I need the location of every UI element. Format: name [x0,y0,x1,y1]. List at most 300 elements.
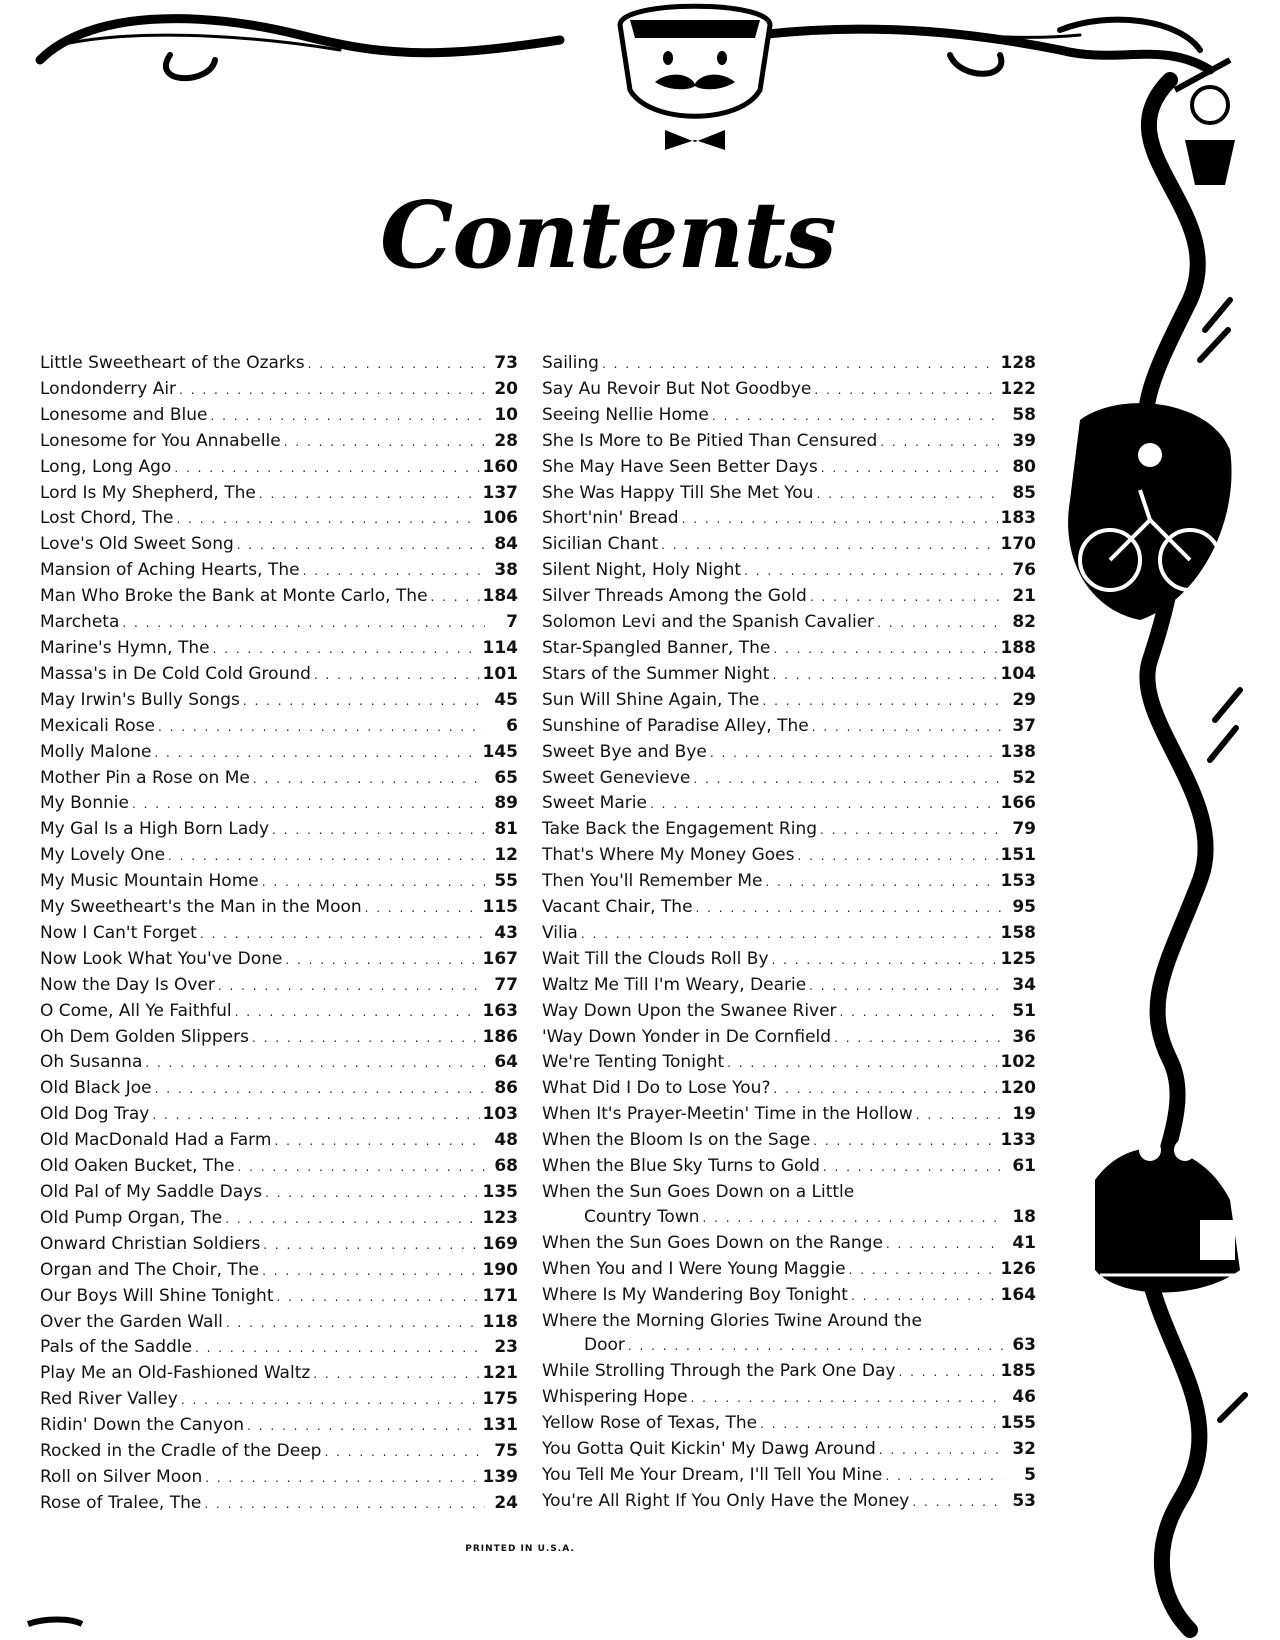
dot-leader [237,533,485,558]
entry-title: Now Look What You've Done [40,948,283,969]
dot-leader [303,559,485,584]
entry-page-number: 175 [482,1389,518,1410]
dot-leader [877,611,1003,636]
dot-leader [154,741,479,766]
dot-leader [218,974,485,999]
entry-page-number: 80 [1012,456,1036,477]
dot-leader [243,689,485,714]
dot-leader [885,1464,1003,1489]
contents-entry [542,869,1036,895]
entry-title: She Was Happy Till She Met You [542,482,814,503]
dot-leader [849,1258,998,1283]
contents-entry [542,610,1036,636]
contents-entry [542,1231,1036,1257]
dot-leader [809,974,1003,999]
dot-leader [200,922,485,947]
contents-entry [40,1335,518,1361]
entry-title: Now the Day Is Over [40,974,215,995]
entry-page-number: 12 [494,845,518,866]
contents-entry [542,429,1036,455]
dot-leader [225,1207,479,1232]
entry-page-number: 101 [482,663,518,684]
contents-entry [40,377,518,403]
dot-leader [727,1051,997,1076]
dot-leader [313,1362,479,1387]
dot-leader [682,507,998,532]
dot-leader [365,896,480,921]
dot-leader [834,1026,1003,1051]
entry-title: Old Oaken Bucket, The [40,1156,235,1177]
entry-title: 'Way Down Yonder in De Cornfield [542,1026,832,1047]
dot-leader [174,456,479,481]
entry-page-number: 75 [494,1441,518,1462]
entry-page-number: 89 [494,793,518,814]
entry-title: Sunshine of Paradise Alley, The [542,715,809,736]
contents-entry [40,1491,518,1517]
entry-page-number: 41 [1012,1232,1036,1253]
contents-entry [40,429,518,455]
entry-page-number: 39 [1012,430,1036,451]
entry-title: When the Sun Goes Down on a Little [542,1182,855,1202]
dot-leader [820,818,1003,843]
contents-entry [40,1258,518,1284]
entry-title: Star-Spangled Banner, The [542,637,771,658]
contents-entry [40,584,518,610]
contents-entry [40,817,518,843]
dot-leader [765,870,997,895]
entry-title: Onward Christian Soldiers [40,1233,261,1254]
entry-page-number: 138 [1000,741,1036,762]
entry-title: Play Me an Old-Fashioned Waltz [40,1363,311,1384]
entry-page-number: 81 [494,819,518,840]
contents-entry [542,1154,1036,1180]
entry-title: What Did I Do to Lose You? [542,1078,771,1099]
dot-leader [265,1181,479,1206]
dot-leader [235,1000,480,1025]
entry-title: Londonderry Air [40,378,177,399]
dot-leader [798,844,998,869]
entry-title: Yellow Rose of Texas, The [542,1413,758,1434]
dot-leader [879,1438,1003,1463]
contents-entry [542,532,1036,558]
entry-page-number: 58 [1012,404,1036,425]
contents-entry [542,1411,1036,1437]
contents-entry [40,403,518,429]
entry-title: May Irwin's Bully Songs [40,689,240,710]
contents-entry [542,377,1036,403]
entry-page-number: 133 [1000,1130,1036,1151]
entry-title: When You and I Were Young Maggie [542,1258,846,1279]
entry-title: Sun Will Shine Again, The [542,689,760,710]
contents-entry [542,351,1036,377]
dot-leader [816,482,1003,507]
dot-leader [773,1077,997,1102]
contents-entry [542,947,1036,973]
entry-page-number: 121 [482,1363,518,1384]
contents-entry [40,1465,518,1491]
entry-title: My Bonnie [40,793,129,814]
dot-leader [168,844,485,869]
entry-page-number: 103 [482,1104,518,1125]
entry-title: Solomon Levi and the Spanish Cavalier [542,612,875,633]
entry-title: Our Boys Will Shine Tonight [40,1285,274,1306]
dot-leader [262,870,485,895]
contents-entry [40,999,518,1025]
dot-leader [247,1414,479,1439]
entry-title: Now I Can't Forget [40,922,197,943]
entry-page-number: 190 [482,1259,518,1280]
entry-title: Wait Till the Clouds Roll By [542,948,769,969]
dot-leader [314,663,480,688]
entry-page-number: 164 [1000,1284,1036,1305]
dot-leader [772,948,998,973]
entry-title: Rocked in the Cradle of the Deep [40,1441,322,1462]
dot-leader [703,1206,1003,1231]
entry-title: Old Pal of My Saddle Days [40,1182,263,1202]
entry-page-number: 34 [1012,974,1036,995]
contents-entry [40,895,518,921]
entry-title: Then You'll Remember Me [542,871,763,892]
entry-title: Marine's Hymn, The [40,637,210,658]
entry-title: Love's Old Sweet Song [40,534,234,555]
entry-title: Pals of the Saddle [40,1337,192,1358]
contents-entry [542,481,1036,507]
entry-page-number: 43 [494,922,518,943]
contents-entry [40,1387,518,1413]
entry-page-number: 32 [1012,1439,1036,1460]
printed-in-footer: PRINTED IN U.S.A. [465,1544,575,1554]
entry-page-number: 183 [1000,508,1036,529]
dot-leader [696,896,1003,921]
entry-title: Silent Night, Holy Night [542,560,742,581]
contents-entry [542,1359,1036,1385]
dot-leader [691,1386,1003,1411]
dot-leader [812,715,1003,740]
contents-entry [40,455,518,481]
entry-page-number: 61 [1012,1156,1036,1177]
entry-page-number: 139 [482,1466,518,1487]
entry-page-number: 123 [482,1207,518,1228]
entry-title: Little Sweetheart of the Ozarks [40,353,305,373]
entry-page-number: 155 [1000,1413,1036,1434]
contents-entry [40,532,518,558]
dot-leader [773,637,997,662]
entry-title: My Lovely One [40,845,166,866]
dot-leader [213,637,480,662]
entry-title: Sweet Marie [542,793,647,814]
contents-entry [40,921,518,947]
contents-entry [40,1050,518,1076]
entry-page-number: 46 [1012,1387,1036,1408]
contents-entry [40,1439,518,1465]
contents-entry [542,1128,1036,1154]
entry-title: You Tell Me Your Dream, I'll Tell You Mine [542,1464,883,1485]
dot-leader [179,378,485,403]
mustache-face-icon [620,6,770,150]
contents-entry [542,1205,1036,1231]
contents-entry [40,1232,518,1258]
entry-title: Over the Garden Wall [40,1311,223,1332]
contents-entry [542,791,1036,817]
dot-leader [821,456,1003,481]
entry-page-number: 5 [1024,1464,1036,1485]
contents-entry [542,999,1036,1025]
entry-title: Lost Chord, The [40,508,174,529]
entry-page-number: 118 [482,1311,518,1332]
dot-leader [176,507,479,532]
entry-title: Vacant Chair, The [542,897,693,918]
contents-entry [40,1025,518,1051]
contents-entry [542,506,1036,532]
dot-leader [205,1466,479,1491]
entry-title: My Gal Is a High Born Lady [40,819,270,840]
entry-title: When the Sun Goes Down on the Range [542,1232,883,1253]
entry-page-number: 45 [494,689,518,710]
entry-title: Sweet Genevieve [542,767,691,788]
entry-title: Sailing [542,353,599,373]
dot-leader [814,378,997,403]
dot-leader [155,1077,485,1102]
dot-leader [628,1334,1003,1359]
entry-title: Oh Susanna [40,1052,143,1073]
entry-page-number: 51 [1012,1000,1036,1021]
entry-page-number: 171 [482,1285,518,1306]
entry-page-number: 10 [494,404,518,425]
contents-entry [40,791,518,817]
contents-right-column [542,351,1036,1515]
entry-title: Door [584,1335,625,1356]
dot-leader [650,792,998,817]
contents-entry [542,1025,1036,1051]
entry-page-number: 38 [494,560,518,581]
entry-title: Rose of Tralee, The [40,1492,202,1513]
entry-title: Lonesome for You Annabelle [40,430,281,451]
dot-leader [880,430,1003,455]
contents-entry [542,1180,1036,1205]
contents-entry [542,895,1036,921]
entry-title: Say Au Revoir But Not Goodbye [542,378,812,399]
dot-leader [760,1412,997,1437]
contents-entry [542,1385,1036,1411]
dot-leader [851,1284,998,1309]
dancing-couple-icon [1095,1139,1240,1293]
contents-entry [542,1463,1036,1489]
contents-entry [40,843,518,869]
contents-entry [40,1310,518,1336]
entry-title: My Sweetheart's the Man in the Moon [40,897,362,918]
entry-title: Sweet Bye and Bye [542,741,707,762]
entry-page-number: 23 [494,1337,518,1358]
entry-page-number: 163 [482,1000,518,1021]
dot-leader [132,792,485,817]
dot-leader [710,741,998,766]
contents-entry [40,740,518,766]
entry-page-number: 160 [482,456,518,477]
contents-entry [542,1050,1036,1076]
dot-leader [195,1336,485,1361]
contents-entry [542,1333,1036,1359]
entry-title: Way Down Upon the Swanee River [542,1000,837,1021]
entry-page-number: 29 [1012,689,1036,710]
dot-leader [211,404,486,429]
entry-page-number: 166 [1000,793,1036,814]
entry-page-number: 65 [494,767,518,788]
entry-title: When It's Prayer-Meetin' Time in the Hollow [542,1104,913,1125]
contents-entry [542,1076,1036,1102]
dot-leader [204,1492,485,1517]
entry-page-number: 76 [1012,560,1036,581]
contents-entry [542,766,1036,792]
entry-page-number: 170 [1000,534,1036,555]
dot-leader [693,767,1003,792]
entry-page-number: 153 [1000,871,1036,892]
dot-leader [886,1232,1003,1257]
dot-leader [712,404,1003,429]
entry-page-number: 104 [1000,663,1036,684]
entry-page-number: 188 [1000,637,1036,658]
dot-leader [602,352,998,377]
entry-page-number: 77 [494,974,518,995]
dot-leader [226,1311,480,1336]
contents-entry [542,1437,1036,1463]
dot-leader [152,1103,479,1128]
entry-title: O Come, All Ye Faithful [40,1000,232,1021]
dot-leader [284,430,485,455]
contents-entry [542,1283,1036,1309]
contents-entry [40,766,518,792]
entry-page-number: 126 [1000,1258,1036,1279]
contents-entry [40,662,518,688]
entry-title: Where Is My Wandering Boy Tonight [542,1284,848,1305]
contents-entry [40,610,518,636]
entry-title: Mother Pin a Rose on Me [40,767,250,788]
contents-entry [542,1309,1036,1334]
contents-entry [40,506,518,532]
contents-entry [40,714,518,740]
entry-title: Lord Is My Shepherd, The [40,482,256,503]
entry-title: Old Dog Tray [40,1104,150,1125]
entry-title: Silver Threads Among the Gold [542,586,807,607]
dot-leader [912,1490,1003,1515]
entry-title: Man Who Broke the Bank at Monte Carlo, The [40,586,428,607]
contents-entry [40,1284,518,1310]
entry-title: Roll on Silver Moon [40,1466,203,1487]
entry-title: Where the Morning Glories Twine Around the [542,1310,922,1331]
bicycle-rider-icon [1068,403,1231,620]
dot-leader [324,1440,485,1465]
entry-title: That's Where My Money Goes [542,845,795,866]
contents-entry [40,1180,518,1206]
contents-entry [542,1102,1036,1128]
entry-title: My Music Mountain Home [40,871,259,892]
entry-title: Ridin' Down the Canyon [40,1415,245,1436]
entry-title: When the Bloom Is on the Sage [542,1130,811,1151]
dot-leader [898,1360,997,1385]
entry-title: She Is More to Be Pitied Than Censured [542,430,878,451]
contents-entry [542,1257,1036,1283]
entry-page-number: 114 [482,637,518,658]
entry-title: You're All Right If You Only Have the Money [542,1490,910,1511]
entry-page-number: 122 [1000,378,1036,399]
dot-leader [823,1155,1003,1180]
dot-leader [762,689,1003,714]
entry-page-number: 184 [482,586,518,607]
entry-title: Massa's in De Cold Cold Ground [40,663,311,684]
entry-page-number: 36 [1012,1026,1036,1047]
entry-title: Old MacDonald Had a Farm [40,1130,272,1151]
dot-leader [744,559,1003,584]
entry-page-number: 21 [1012,586,1036,607]
contents-entry [542,740,1036,766]
entry-title: Whispering Hope [542,1387,688,1408]
contents-entry [40,1413,518,1439]
entry-title: Molly Malone [40,741,152,762]
entry-title: You Gotta Quit Kickin' My Dawg Around [542,1439,876,1460]
dot-leader [285,948,479,973]
entry-page-number: 102 [1000,1052,1036,1073]
contents-entry [40,1102,518,1128]
entry-page-number: 55 [494,871,518,892]
entry-page-number: 86 [494,1078,518,1099]
dot-leader [813,1129,997,1154]
entry-page-number: 18 [1012,1206,1036,1227]
contents-entry [542,636,1036,662]
dot-leader [238,1155,485,1180]
dot-leader [581,922,998,947]
entry-page-number: 145 [482,741,518,762]
entry-title: Organ and The Choir, The [40,1259,260,1280]
entry-page-number: 85 [1012,482,1036,503]
entry-page-number: 6 [506,715,518,736]
entry-title: Stars of the Summer Night [542,663,770,684]
dot-leader [145,1051,485,1076]
dot-leader [274,1129,485,1154]
entry-page-number: 73 [494,353,518,373]
contents-entry [542,817,1036,843]
dot-leader [916,1103,1003,1128]
contents-left-column [40,351,518,1517]
entry-title: Mexicali Rose [40,715,155,736]
entry-title: While Strolling Through the Park One Day [542,1361,896,1382]
entry-title: Waltz Me Till I'm Weary, Dearie [542,974,807,995]
dot-leader [122,611,485,636]
entry-page-number: 20 [494,378,518,399]
entry-title: Lonesome and Blue [40,404,208,425]
contents-entry [542,455,1036,481]
contents-entry [40,869,518,895]
dot-leader [252,1026,480,1051]
contents-entry [542,714,1036,740]
entry-title: We're Tenting Tonight [542,1052,725,1073]
dot-leader [772,663,997,688]
entry-page-number: 79 [1012,819,1036,840]
entry-page-number: 28 [494,430,518,451]
entry-page-number: 186 [482,1026,518,1047]
contents-entry [542,558,1036,584]
entry-page-number: 106 [482,508,518,529]
contents-entry [542,403,1036,429]
page-title: Contents [380,181,836,289]
entry-title: Take Back the Engagement Ring [542,819,818,840]
dot-leader [661,533,997,558]
contents-entry [40,947,518,973]
entry-title: Old Black Joe [40,1078,152,1099]
entry-page-number: 53 [1012,1490,1036,1511]
contents-entry [40,1076,518,1102]
dot-leader [272,818,485,843]
entry-page-number: 151 [1000,845,1036,866]
entry-title: Marcheta [40,612,120,633]
